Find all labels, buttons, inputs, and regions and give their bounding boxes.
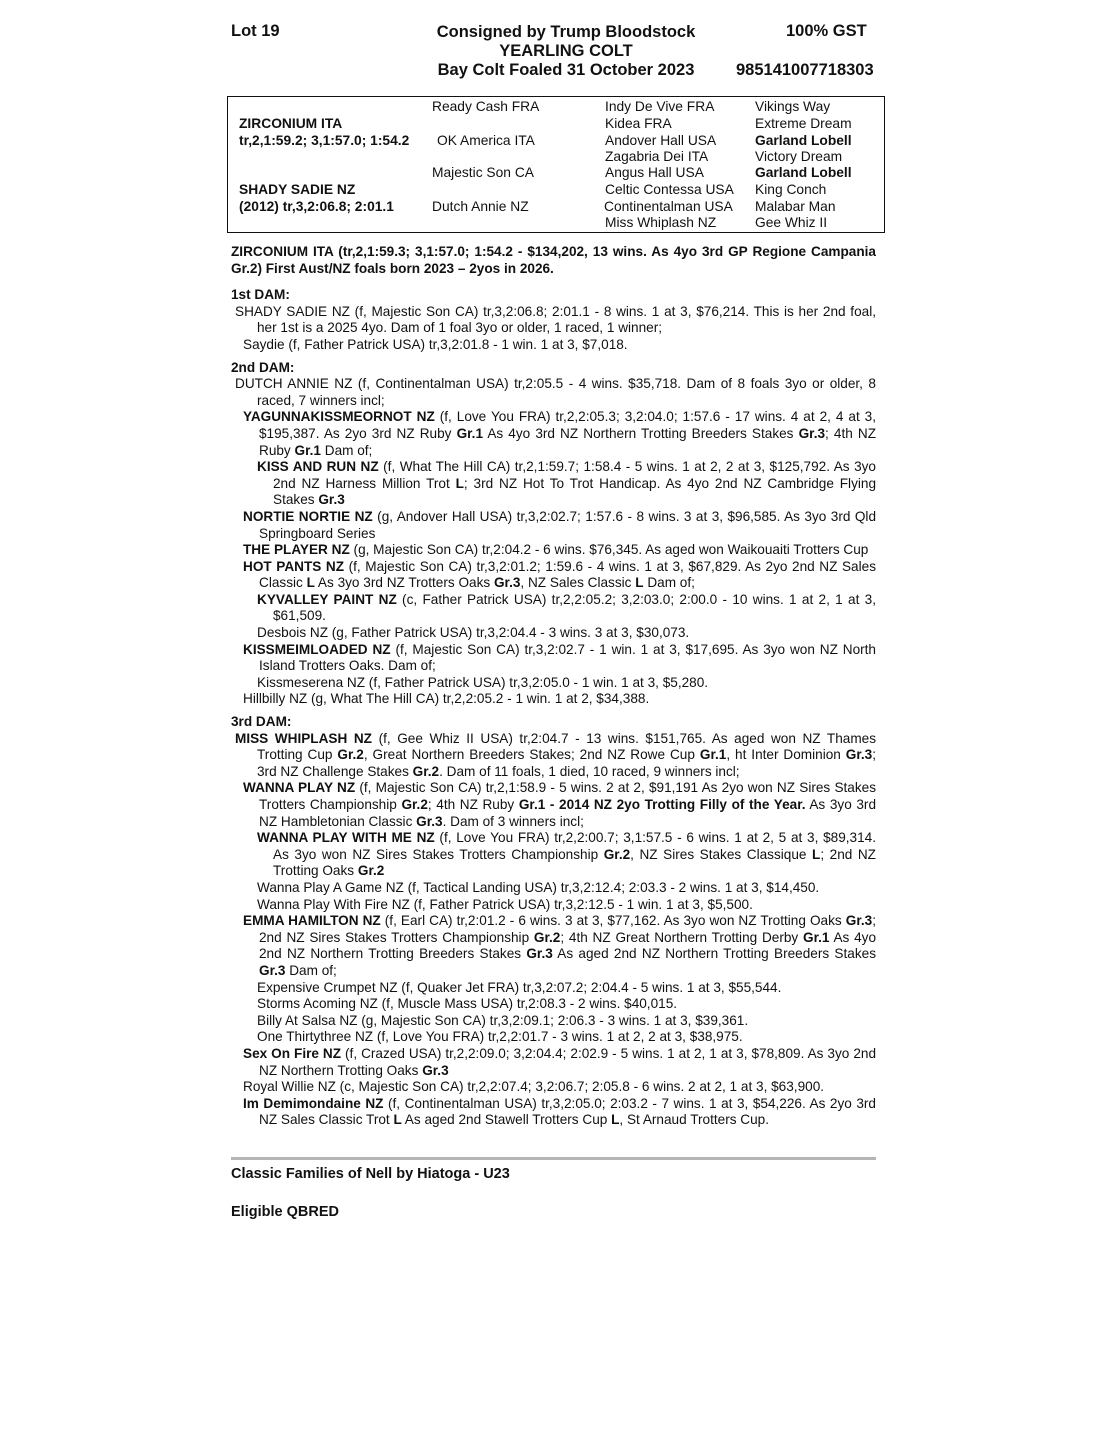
pedigree-entry: Storms Acoming NZ (f, Muscle Mass USA) tr,2:08.3 - 2 wins. $40,015.	[257, 996, 678, 1012]
grade: Gr.1	[518, 797, 546, 812]
pedigree-sire-sire: Ready Cash FRA	[432, 99, 540, 114]
grade: Gr.3	[259, 962, 286, 978]
entry-text: (f, Love You FRA) tr,2,2:05.3; 3,2:04.0; 1:57.6 - 17 wins. 4 at 2, 4 at 3, $195,387. As 2yo 3rd NZ Ruby	[259, 409, 877, 441]
entry-text: As aged 2nd Stawell Trotters Cup	[401, 1112, 612, 1128]
horse-name: KYVALLEY PAINT NZ	[257, 591, 397, 607]
pedigree-g3: Indy De Vive FRA	[605, 99, 715, 114]
grade: Gr.3	[845, 747, 873, 763]
grade: L	[611, 1112, 620, 1128]
first-dam-offspring: Saydie (f, Father Patrick USA) tr,3,2:01.8 - 1 win. 1 at 3, $7,018.	[243, 336, 628, 352]
pedigree-g3: Miss Whiplash NZ	[605, 215, 717, 230]
second-dam-text: DUTCH ANNIE NZ (f, Continentalman USA) tr,2:05.5 - 4 wins. $35,718. Dam of 8 foals 3yo or older, 8 raced, 7 winners incl;	[235, 376, 876, 408]
pedigree-g3: Angus Hall USA	[605, 165, 704, 180]
entry-text: . Dam of 11 foals, 1 died, 10 raced, 9 winners incl;	[439, 763, 740, 779]
first-dam-heading: 1st DAM:	[231, 287, 290, 303]
entry-text: . Dam of 3 winners incl;	[442, 813, 584, 829]
foaling-details: Bay Colt Foaled 31 October 2023	[437, 61, 695, 79]
entry-text: (g, Andover Hall USA) tr,3,2:02.7; 1:57.6 - 8 wins. 3 at 3, $96,585. As 3yo 3rd Qld Springboard Series	[259, 508, 877, 541]
pedigree-g3: Kidea FRA	[605, 116, 672, 131]
entry-text: (f, Crazed USA) tr,2,2:09.0; 3,2:04.4; 2:02.9 - 5 wins. 1 at 2, 1 at 3, $78,809. As 3yo 2nd NZ Northern Trotting Oaks	[259, 1045, 877, 1078]
pedigree-g4: Victory Dream	[755, 149, 843, 164]
pedigree-g4: Vikings Way	[755, 99, 831, 114]
entry-text: (f, What The Hill CA) tr,2,1:59.7; 1:58.4 - 5 wins. 1 at 2, 2 at 3, $125,792. As 3yo 2nd NZ Harness Million Trot	[273, 459, 876, 491]
pedigree-sire-dam: OK America ITA	[437, 133, 535, 148]
grade: Gr.2	[603, 846, 631, 862]
entry-text: As 3yo 3rd NZ Hambletonian Classic	[259, 797, 876, 829]
pedigree-entry	[231, 830, 876, 880]
entry-text: , Great Northern Breeders Stakes; 2nd NZ Rowe Cup	[363, 747, 700, 763]
entry-text: Dam of;	[320, 442, 373, 458]
grade: L	[812, 846, 821, 862]
horse-name: KISSMEIMLOADED NZ	[243, 641, 391, 657]
pedigree-g4: Gee Whiz II	[755, 215, 828, 230]
horse-name: Sex On Fire NZ	[243, 1045, 342, 1061]
pedigree-g3: Continentalman USA	[604, 199, 733, 214]
pedigree-entry	[231, 509, 876, 542]
entry-text: As 4yo 3rd NZ Northern Trotting Breeders Stakes	[483, 425, 799, 441]
entry-text: As 4yo 2nd NZ Northern Trotting Breeders Stakes	[259, 929, 877, 962]
grade: Gr.3	[318, 492, 345, 508]
entry-text: ; 4th NZ Great Northern Trotting Derby	[560, 929, 803, 945]
section-divider	[231, 1157, 876, 1160]
entry-text: (f, Continentalman USA) tr,3,2:05.0; 2:03.2 - 7 wins. 1 at 3, $54,226. As 2yo 3rd NZ Sales Classic Trot	[259, 1095, 876, 1128]
grade: Gr.3	[798, 425, 826, 441]
entry-text: As 3yo 3rd NZ Trotters Oaks	[314, 575, 494, 591]
entry-text: , St Arnaud Trotters Cup.	[619, 1112, 770, 1128]
pedigree-entry	[231, 409, 876, 459]
pedigree-entry	[231, 559, 876, 592]
consignor-block	[435, 23, 697, 80]
horse-name: MISS WHIPLASH NZ	[235, 730, 372, 746]
pedigree-entry	[231, 780, 876, 830]
grade: Gr.1	[803, 929, 830, 945]
grade: L	[455, 475, 464, 491]
entry-text: Dam of;	[643, 575, 695, 591]
grade: Gr.3	[422, 1062, 449, 1078]
grade: Gr.1	[456, 425, 484, 441]
entry-text: ; 3rd NZ Hot To Trot Handicap. As 4yo 2nd NZ Cambridge Flying Stakes	[273, 475, 877, 508]
entry-text: ; 3rd NZ Challenge Stakes	[257, 747, 877, 779]
grade: Gr.2	[357, 863, 385, 879]
entry-text: ; 2nd NZ Trotting Oaks	[273, 846, 876, 879]
horse-name: YAGUNNAKISSMEORNOT NZ	[243, 409, 435, 425]
pedigree-entry: Desbois NZ (g, Father Patrick USA) tr,3,2:04.4 - 3 wins. 3 at 3, $30,073.	[257, 625, 690, 641]
pedigree-g4: Garland Lobell	[755, 165, 852, 180]
horse-name: HOT PANTS NZ	[243, 558, 345, 574]
consignor: Consigned by Trump Bloodstock	[436, 23, 696, 41]
pedigree-g4: Malabar Man	[755, 199, 836, 214]
grade: Gr.2	[533, 929, 561, 945]
grade: Gr.3	[493, 575, 521, 591]
pedigree-entry: Expensive Crumpet NZ (f, Quaker Jet FRA) tr,3,2:07.2; 2:04.4 - 5 wins. 1 at 3, $55,544.	[257, 979, 782, 995]
pedigree-entry	[231, 1046, 876, 1079]
entry-text: (f, Earl CA) tr,2:01.2 - 6 wins. 3 at 3, $77,162. As 3yo won NZ Trotting Oaks	[380, 913, 846, 929]
pedigree-entry	[231, 592, 876, 625]
pedigree-entry: Hillbilly NZ (g, What The Hill CA) tr,2,2:05.2 - 1 win. 1 at 2, $34,388.	[243, 691, 650, 707]
entry-text: , NZ Sires Stakes Classique	[630, 846, 812, 862]
pedigree-entry	[231, 542, 876, 559]
sale-type: YEARLING COLT	[499, 42, 633, 60]
entry-text: Dam of;	[285, 962, 337, 978]
entry-text: ; 2nd NZ Sires Stakes Trotters Championship	[259, 913, 876, 945]
pedigree-table	[227, 96, 885, 233]
pedigree-entry: Wanna Play A Game NZ (f, Tactical Landing USA) tr,3,2:12.4; 2:03.3 - 2 wins. 1 at 3, $14,450.	[257, 879, 820, 895]
pedigree-entry: One Thirtythree NZ (f, Love You FRA) tr,2,2:01.7 - 3 wins. 1 at 2, 2 at 3, $38,975.	[257, 1029, 743, 1045]
first-dam-text: SHADY SADIE NZ (f, Majestic Son CA) tr,3,2:06.8; 2:01.1 - 8 wins. 1 at 3, $76,214. This is her 2nd foal, her 1st is a 2025 4yo. Dam of 1 foal 3yo or older, 1 raced, 1 winner;	[235, 303, 876, 336]
entry-text: , ht Inter Dominion	[726, 747, 846, 763]
pedigree-entry: Billy At Salsa NZ (g, Majestic Son CA) tr,3,2:09.1; 2:06.3 - 3 wins. 1 at 3, $39,361.	[257, 1012, 749, 1028]
horse-name: NORTIE NORTIE NZ	[243, 508, 373, 524]
grade: Gr.1	[699, 747, 727, 763]
grade: L	[635, 575, 644, 591]
pedigree-g4: King Conch	[755, 182, 827, 197]
pedigree-entry: Royal Willie NZ (c, Majestic Son CA) tr,2,2:07.4; 3,2:06.7; 2:05.8 - 6 wins. 2 at 2, 1 at 3, $63,900.	[243, 1079, 825, 1095]
pedigree-sire-record: tr,2,1:59.2; 3,1:57.0; 1:54.2	[239, 133, 410, 148]
grade: L	[393, 1112, 402, 1128]
pedigree-g3: Zagabria Dei ITA	[605, 149, 709, 164]
horse-name: THE PLAYER NZ	[243, 542, 350, 558]
microchip-number: 985141007718303	[736, 61, 874, 79]
pedigree-entry: Kissmeserena NZ (f, Father Patrick USA) tr,3,2:05.0 - 1 win. 1 at 3, $5,280.	[257, 674, 709, 690]
pedigree-entry: Wanna Play With Fire NZ (f, Father Patrick USA) tr,3,2:12.5 - 1 win. 1 at 3, $5,500.	[257, 896, 753, 912]
pedigree-entry	[231, 1096, 876, 1129]
pedigree-sire: ZIRCONIUM ITA	[239, 116, 343, 131]
grade: Gr.1	[294, 442, 321, 458]
grade: Gr.2	[401, 797, 428, 812]
horse-name: Im Demimondaine NZ	[243, 1095, 384, 1111]
catalogue-body	[231, 244, 876, 1129]
horse-name: KISS AND RUN NZ	[257, 459, 379, 475]
pedigree-entry	[231, 459, 876, 509]
entry-text: (c, Father Patrick USA) tr,2,2:05.2; 3,2:03.0; 2:00.0 - 10 wins. 1 at 2, 1 at 3, $61,509.	[273, 591, 876, 624]
third-dam-heading: 3rd DAM:	[231, 714, 292, 730]
entry-text: (f, Majestic Son CA) tr,3,2:01.2; 1:59.6 - 4 wins. 1 at 3, $67,829. As 2yo 2nd NZ Sales Classic	[259, 558, 876, 591]
family-note: Classic Families of Nell by Hiatoga - U23	[231, 1166, 510, 1182]
pedigree-entry	[231, 642, 876, 675]
pedigree-g4: Garland Lobell	[755, 133, 852, 148]
entry-text: As aged 2nd NZ Northern Trotting Breeders Stakes	[552, 946, 876, 962]
pedigree-dam-record: (2012) tr,3,2:06.8; 2:01.1	[239, 199, 394, 214]
pedigree-dam-sire: Majestic Son CA	[432, 165, 534, 180]
entry-text: (f, Majestic Son CA) tr,3,2:02.7 - 1 win. 1 at 3, $17,695. As 3yo won NZ North Island Trotters Oaks. Dam of;	[259, 641, 876, 674]
horse-name: EMMA HAMILTON NZ	[243, 913, 381, 929]
entry-text: , NZ Sales Classic	[520, 575, 636, 591]
entry-text: ; 4th NZ Ruby	[427, 797, 519, 812]
pedigree-g3: Celtic Contessa USA	[605, 182, 734, 197]
grade: Gr.2	[337, 747, 364, 763]
entry-text: (f, Majestic Son CA) tr,2,1:58.9 - 5 wins. 2 at 2, $91,191 As 2yo won NZ Sires Stakes Trotters Championship	[259, 780, 876, 812]
entry-text: (f, Gee Whiz II USA) tr,2:04.7 - 13 wins. $151,765. As aged won NZ Thames Trotting Cup	[257, 730, 877, 763]
grade: Gr.3	[845, 913, 873, 929]
third-dam-text	[231, 731, 876, 781]
horse-name: WANNA PLAY WITH ME NZ	[257, 830, 435, 846]
pedigree-g4: Extreme Dream	[755, 116, 852, 131]
second-dam-heading: 2nd DAM:	[231, 359, 295, 375]
lot-number: Lot 19	[231, 22, 280, 40]
pedigree-dam-dam: Dutch Annie NZ	[432, 199, 529, 214]
entry-text: (f, Love You FRA) tr,2,2:00.7; 3,1:57.5 - 6 wins. 1 at 2, 5 at 3, $89,314. As 3yo won NZ Sires Stakes Trotters Championship	[273, 830, 876, 862]
eligibility-note: Eligible QBRED	[231, 1204, 339, 1220]
pedigree-dam: SHADY SADIE NZ	[239, 182, 356, 197]
entry-text: ; 4th NZ Ruby	[259, 425, 877, 458]
pedigree-g3: Andover Hall USA	[605, 133, 717, 148]
sire-summary: ZIRCONIUM ITA (tr,2,1:59.3; 3,1:57.0; 1:54.2 - $134,202, 13 wins. As 4yo 3rd GP Regione Campania Gr.2) First Aust/NZ foals born 2023 – 2yos in 2026.	[231, 244, 876, 276]
horse-name: WANNA PLAY NZ	[243, 780, 356, 796]
grade: Gr.3	[416, 813, 443, 829]
entry-text: (g, Majestic Son CA) tr,2:04.2 - 6 wins. $76,345. As aged won Waikouaiti Trotters Cup	[349, 542, 869, 558]
award-text: - 2014 NZ 2yo Trotting Filly of the Year.	[545, 797, 806, 812]
grade: Gr.2	[412, 763, 440, 779]
grade: L	[306, 575, 315, 591]
gst-status: 100% GST	[786, 22, 867, 40]
pedigree-entry	[231, 913, 876, 979]
grade: Gr.3	[526, 946, 553, 962]
